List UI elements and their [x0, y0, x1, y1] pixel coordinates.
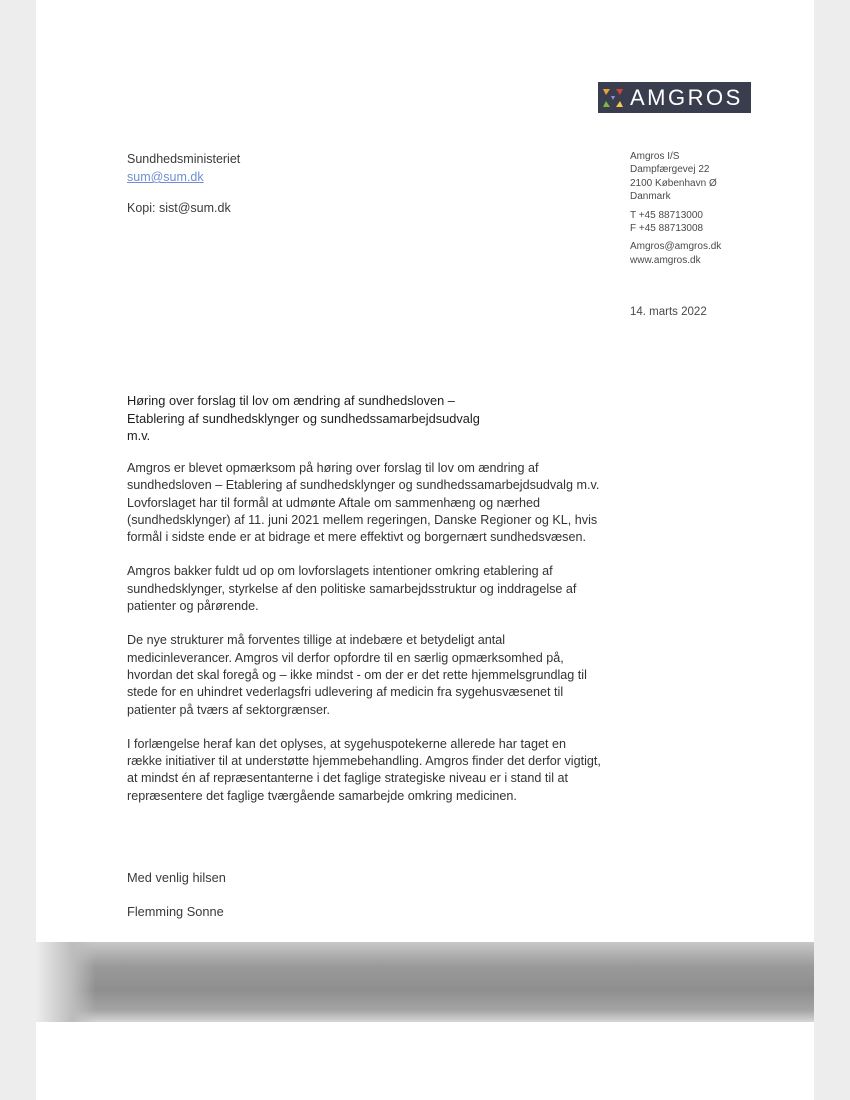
letter-subject: [127, 392, 597, 445]
logo-text: AMGROS: [630, 84, 743, 110]
sender-email: Amgros@amgros.dk: [630, 241, 722, 253]
signer-name: Flemming Sonne: [127, 904, 224, 919]
body-paragraph: Amgros bakker fuldt ud op om lovforslagets intentioner omkring etablering af sundhedsklynger, styrkelse af den politiske samarbejdsstruktur og inddragelse af patienter og pårørende.: [127, 564, 577, 614]
amgros-logo: [598, 82, 751, 113]
body-paragraph: De nye strukturer må forventes tillige at indebære et betydeligt antal medicinleverancer. Amgros vil derfor opfordre til en særlig opmærksomhed på, hvordan det skal foregå og – ikke mindst - om der er det rette hjemmelsgrundlag til stede for en uhindret vederlagsfri udlevering af medicin fra sygehusvæsenet til patienter på tværs af sektorgrænser.: [127, 633, 587, 717]
subject-line: m.v.: [127, 428, 151, 443]
sender-city: 2100 København Ø: [630, 177, 717, 189]
recipient-block: [127, 150, 240, 186]
sender-fax: F +45 88713008: [630, 223, 704, 235]
amgros-logo-mark-icon: [600, 85, 626, 111]
body-paragraph: I forlængelse heraf kan det oplyses, at sygehuspotekerne allerede har taget en række initiativer til at understøtte hjemmebehandling. Amgros finder det derfor vigtigt, at mindst én af repræsentanterne i det faglige strategiske niveau er i stand til at repræsentere det faglige tværgående samarbejde omkring medicinen.: [127, 736, 601, 803]
copy-recipient: Kopi: sist@sum.dk: [127, 201, 231, 215]
recipient-email-link[interactable]: sum@sum.dk: [127, 170, 204, 184]
subject-line: Høring over forslag til lov om ændring af sundhedsloven –: [127, 393, 455, 408]
subject-line: Etablering af sundhedsklynger og sundhedssamarbejdsudvalg: [127, 410, 480, 426]
sender-country: Danmark: [630, 191, 671, 203]
sender-address-block: [630, 150, 721, 267]
sender-company: Amgros I/S: [630, 151, 680, 162]
closing-salutation: Med venlig hilsen: [127, 870, 226, 885]
sender-web: www.amgros.dk: [630, 254, 701, 266]
sender-street: Dampfærgevej 22: [630, 164, 710, 176]
scan-shadow-band: [36, 942, 814, 1022]
sender-phone: T +45 88713000: [630, 209, 703, 221]
letter-date: 14. marts 2022: [630, 306, 707, 318]
recipient-name: Sundhedsministeriet: [127, 152, 241, 166]
letter-body: [127, 460, 603, 822]
body-paragraph: Amgros er blevet opmærksom på høring over forslag til lov om ændring af sundhedsloven – Etablering af sundhedsklynger og sundhedssamarbejdsudvalg m.v. Lovforslaget har til formål at udmønte Aftale om sammenhæng og nærhed (sundhedsklynger) af 11. juni 2021 mellem regeringen, Danske Regioner og KL, hvis formål i sidste ende er at bidrage et mere effektivt og borgernært sundhedsvæsen.: [127, 461, 600, 545]
